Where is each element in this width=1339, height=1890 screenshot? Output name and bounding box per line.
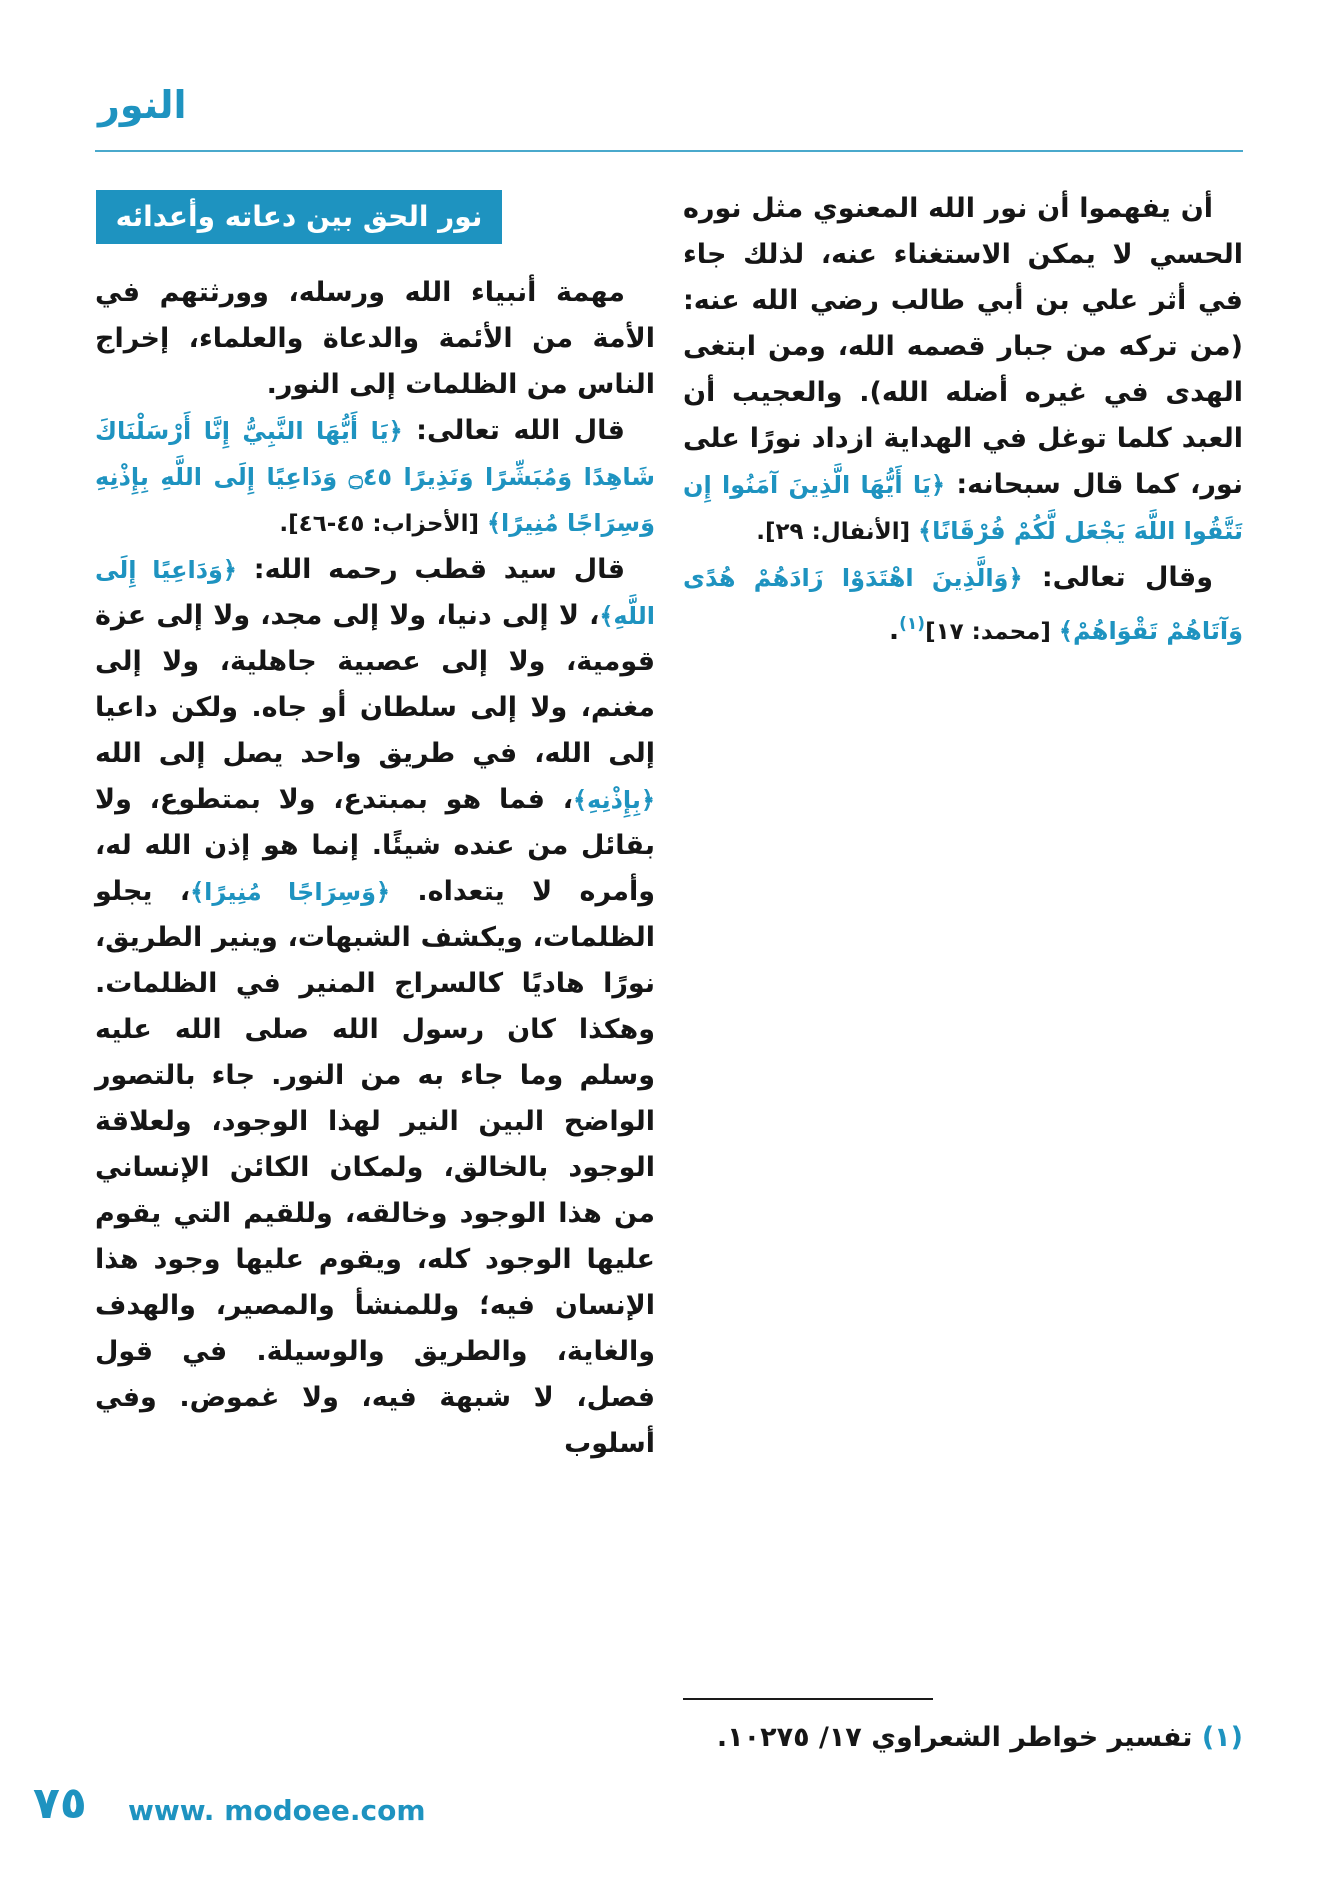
paragraph — [683, 555, 1243, 655]
body-text: قال الله تعالى: — [402, 415, 625, 446]
body-text: ، يجلو الظلمات، ويكشف الشبهات، وينير الطريق، نورًا هاديًا كالسراج المنير في الظلمات. وهكذا كان رسول الله صلى الله عليه وسلم وما جاء به من النور. جاء بالتصور الواضح البين النير لهذا الوجود، ولعلاقة الوجود بالخالق، ولمكان الكائن الإنساني من هذا الوجود وخالقه، وللقيم التي يقوم عليها الوجود كله، ويقوم عليها وجود هذا الإنسان فيه؛ وللمنشأ والمصير، والهدف والغاية، والطريق والوسيلة. في قول فصل، لا شبهة فيه، ولا غموض. وفي أسلوب — [95, 876, 655, 1459]
paragraph — [95, 270, 655, 408]
body-text: تفسير خواطر الشعراوي ١٧/ ١٠٢٧٥. — [716, 1722, 1193, 1753]
quran-verse: ﴿يَا أَيُّهَا النَّبِيُّ إِنَّا أَرْسَلْنَاكَ شَاهِدًا وَمُبَشِّرًا وَنَذِيرًا ۝٤٥ وَدَاعِيًا إِلَى اللَّهِ بِإِذْنِهِ وَسِرَاجًا مُنِيرًا﴾ — [95, 417, 655, 537]
body-text: قال سيد قطب رحمه الله: — [237, 554, 625, 585]
quran-verse: ﴿وَسِرَاجًا مُنِيرًا﴾ — [190, 878, 391, 906]
section-title: نور الحق بين دعاته وأعدائه — [115, 200, 483, 233]
verse-reference: [الأحزاب: ٤٥-٤٦]. — [279, 511, 487, 537]
body-text: وقال تعالى: — [1022, 562, 1213, 593]
right-column — [683, 186, 1243, 655]
quran-verse: ﴿بِإِذْنِهِ﴾ — [572, 786, 655, 814]
body-text: أن يفهموا أن نور الله المعنوي مثل نوره الحسي لا يمكن الاستغناء عنه، لذلك جاء في أثر علي بن أبي طالب رضي الله عنه: (من تركه من جبار قصمه الله، ومن ابتغى الهدى في غيره أضله الله). والعجيب أن العبد كلما توغل في الهداية ازداد نورًا على نور، كما قال سبحانه: — [683, 193, 1243, 500]
footnote-ref-marker: (١) — [899, 614, 926, 634]
paragraph — [683, 186, 1243, 555]
footnote-number: (١) — [1192, 1722, 1243, 1753]
footnote-separator — [683, 1698, 933, 1700]
section-title-box — [96, 190, 502, 244]
paragraph — [95, 547, 655, 1467]
body-text: . — [888, 615, 900, 646]
website-url: www. modoee.com — [128, 1794, 426, 1827]
body-text: ، لا إلى دنيا، ولا إلى مجد، ولا إلى عزة قومية، ولا إلى عصبية جاهلية، ولا إلى مغنم، ولا إلى سلطان أو جاه. ولكن داعيا إلى الله، في طريق واحد يصل إلى الله — [95, 600, 655, 769]
quran-verse: ﴿يَا أَيُّهَا الَّذِينَ آمَنُوا إِن تَتَّقُوا اللَّهَ يَجْعَل لَّكُمْ فُرْقَانًا﴾ — [683, 471, 1243, 545]
verse-reference: [محمد: ١٧] — [925, 619, 1059, 645]
paragraph — [95, 408, 655, 547]
footnote — [95, 1718, 1243, 1758]
quran-verse: ﴿وَدَاعِيًا إِلَى اللَّهِ﴾ — [95, 556, 655, 630]
body-text: مهمة أنبياء الله ورسله، وورثتهم في الأمة من الأئمة والدعاة والعلماء، إخراج الناس من الظلمات إلى النور. — [95, 277, 655, 400]
header-rule — [95, 150, 1243, 152]
body-text: ، فما هو بمبتدع، ولا بمتطوع، ولا بقائل من عنده شيئًا. إنما هو إذن الله له، وأمره لا يتعداه. — [95, 784, 656, 907]
quran-verse: ﴿وَالَّذِينَ اهْتَدَوْا زَادَهُمْ هُدًى وَآتَاهُمْ تَقْوَاهُمْ﴾ — [683, 564, 1243, 645]
footnote-area — [95, 1698, 1243, 1758]
verse-reference: [الأنفال: ٢٩]. — [756, 519, 919, 545]
page-number: ٧٥ — [33, 1778, 87, 1829]
page-header-word: النور — [98, 83, 187, 127]
left-column — [95, 190, 655, 1467]
